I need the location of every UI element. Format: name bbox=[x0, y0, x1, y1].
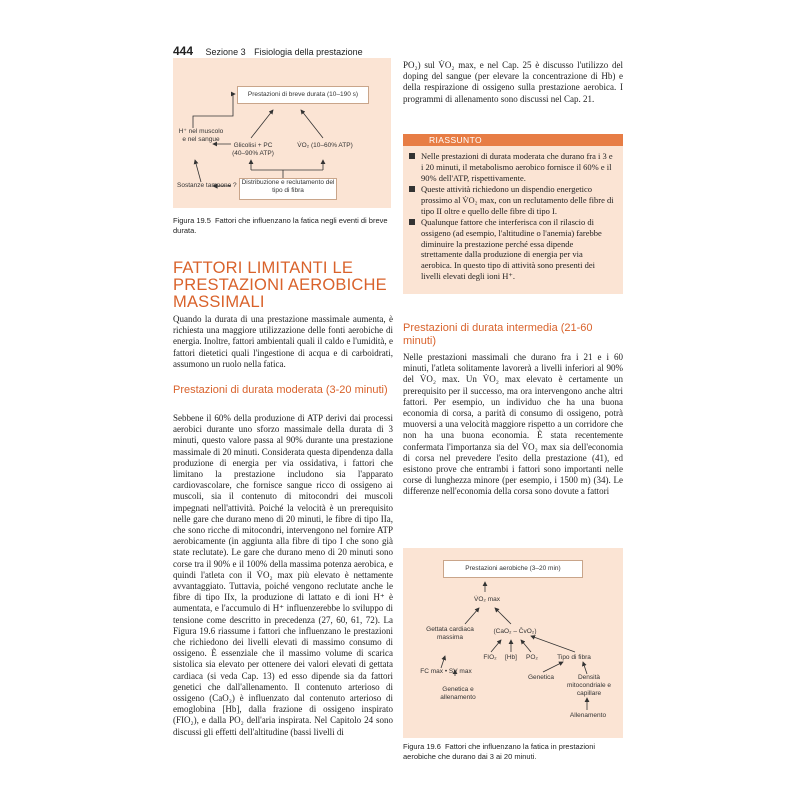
riassunto-item: Queste attività richiedono un dispendio energetico prossimo al V̇O₂ max, con un reclutamento delle fibre di tipo II oltre e quello delle fibre di tipo I. bbox=[409, 184, 615, 216]
fig1-glicolisi: Glicolisi + PC (40–90% ATP) bbox=[232, 142, 274, 157]
fig2-genetica2: Genetica e allenamento bbox=[440, 686, 476, 701]
fig2-cao2: (CaO₂ – C̄vO₂) bbox=[493, 628, 537, 635]
section-title: Fisiologia della prestazione bbox=[254, 47, 363, 57]
section-label: Sezione 3 bbox=[205, 47, 246, 57]
fig2-densita: Densità mitocondriale e capillare bbox=[566, 674, 612, 697]
riassunto-item: Qualunque fattore che interferisca con il rilascio di ossigeno (ad esempio, l'altitudine o l'anemia) farebbe diminuire la prestazione perché essa dipende strettamente dalla produzione di energia per via aerobica. In questo tipo di attività sono presenti dei livelli elevati degli ioni H⁺. bbox=[409, 217, 615, 282]
fig2-vo2max: V̇O₂ max bbox=[474, 596, 500, 603]
fig1-distribuzione-box: Distribuzione e reclutamento del tipo di fibra bbox=[239, 178, 337, 200]
fig2-tipo-fibra: Tipo di fibra bbox=[557, 654, 591, 661]
riassunto-title: RIASSUNTO bbox=[429, 135, 483, 145]
riassunto-title-bar bbox=[403, 134, 623, 146]
figure-19-6-caption bbox=[403, 742, 625, 762]
bullet-square-icon bbox=[409, 219, 415, 225]
fig1-top-box: Prestazioni di breve durata (10–190 s) bbox=[237, 86, 369, 104]
caption-text: Fattori che influenzano la fatica in prestazioni aerobiche che durano dai 3 ai 20 minuti. bbox=[403, 742, 596, 761]
caption-number: Figura 19.5 bbox=[173, 216, 211, 225]
fig1-tampone: Sostanze tampone ? bbox=[177, 182, 237, 189]
fig1-vo2: V̇O₂ (10–60% ATP) bbox=[297, 142, 353, 149]
fig2-top-box: Prestazioni aerobiche (3–20 min) bbox=[443, 560, 583, 578]
caption-number: Figura 19.6 bbox=[403, 742, 441, 751]
figure-19-6 bbox=[403, 548, 623, 738]
fig2-hb: [Hb] bbox=[505, 654, 517, 661]
bullet-square-icon bbox=[409, 153, 415, 159]
heading-moderate: Prestazioni di durata moderata (3-20 minuti) bbox=[173, 384, 388, 396]
intermediate-paragraph: Nelle prestazioni massimali che durano fra i 21 e i 60 minuti, l'atleta solitamente lavorerà a livelli inferiori al 90% del V̇O₂ max. Un V̇O₂ max elevato è certamente un prerequisito per il successo, ma ora intervengono anche altri fattori. Per esempio, un individuo che ha una buona economia di corsa, a parità di consumo di ossigeno, potrà muoversi a una velocità maggiore rispetto a un corridore che non ha una buona economia. È stata recentemente confermata l'importanza sia del V̇O₂ max sia dell'economia di corsa nel prevedere l'esito della prestazione (41), ed esistono prove che entrambi i fattori sono importanti nelle corse di lunghezza minore (per esempio, i 1500 m) (34). Le differenze nell'economia della corsa sono dovute a fattori bbox=[403, 352, 623, 497]
figure-19-5-caption bbox=[173, 216, 395, 236]
caption-text: Fattori che influenzano la fatica negli eventi di breve durata. bbox=[173, 216, 388, 235]
main-heading: FATTORI LIMITANTI LE PRESTAZIONI AEROBICHE MASSIMALI bbox=[173, 259, 387, 311]
fig2-fc: FC max • SV max bbox=[420, 668, 472, 675]
riassunto-item: Nelle prestazioni di durata moderata che durano fra i 3 e i 20 minuti, il metabolismo aerobico fornisce il 60% e il 90% dell'ATP, rispettivamente. bbox=[409, 151, 615, 183]
moderate-paragraph: Sebbene il 60% della produzione di ATP derivi dai processi aerobici durante uno sforzo massimale della durata di 3 minuti, questo valore passa al 90% durante una prestazione massimale di 20 minuti. Considerata questa dipendenza dalla produzione di energia per via ossidativa, i fattori che limitano la prestazione includono sia l'apparato cardiovascolare, che fornisce sangue ricco di ossigeno ai muscoli, sia il contenuto di mitocondri dei muscoli impegnati nell'attività. Poiché la velocità è un prerequisito nelle gare che durano meno di 20 minuti, le fibre di tipo IIa, che sono ricche di mitocondri, intervengono nel fornire ATP aerobicamente (in aggiunta alla fibre di tipo I che sono già state reclutate). Le gare che durano meno di 20 minuti sono corse tra il 90% e il 100% della massima potenza aerobica, e quindi l'atleta con il V̇O₂ max più elevato è nettamente avvantaggiato. Tuttavia, poiché vengono reclutate anche le fibre di tipo IIx, la produzione di lattato e di ioni H⁺ è aumentata, e l'accumulo di H⁺ influenzerebbe lo sviluppo di tensione come descritto in precedenza (27, 60, 61, 72). La Figura 19.6 riassume i fattori che influenzano le prestazioni che richiedono dei livelli elevati di massimo consumo di ossigeno. È essenziale che il massimo volume di scarica sistolica sia elevato per ottenere dei valori elevati di gettata cardiaca (si veda Cap. 13) ed esso dipende sia da fattori genetici che dall'allenamento. Il contenuto arterioso di ossigeno (CaO₂) è influenzato dal contenuto arterioso di emoglobina [Hb], dalla frazione di ossigeno inspirato (FIO₂), e dalla PO₂ dell'aria inspirata. Nel Capitolo 24 sono discussi gli effetti dell'altitudine (bassi livelli di bbox=[173, 413, 393, 737]
intro-paragraph: Quando la durata di una prestazione massimale aumenta, è richiesta una maggiore utilizzazione delle fonti aerobiche di energia. Inoltre, fattori ambientali quali il caldo e l'umidità, e fattori dietetici quali l'ingestione di acqua e di carboidrati, assumono un ruolo nella fatica. bbox=[173, 314, 393, 369]
page-number: 444 bbox=[173, 44, 194, 58]
figure-19-5 bbox=[173, 58, 391, 208]
bullet-square-icon bbox=[409, 186, 415, 192]
fig2-fio2: FIO₂ bbox=[483, 654, 497, 661]
fig1-h-label: H⁺ nel muscolo e nel sangue bbox=[178, 128, 224, 143]
fig2-po2: PO₂ bbox=[526, 654, 538, 661]
riassunto-box bbox=[403, 134, 623, 294]
fig2-genetica1: Genetica bbox=[527, 674, 555, 681]
running-header bbox=[173, 44, 363, 58]
col2-top-paragraph: PO₂) sul V̇O₂ max, e nel Cap. 25 è discusso l'utilizzo del doping del sangue (per elevare la concentrazione di Hb) e della respirazione di ossigeno sulla prestazione aerobica. I programmi di allenamento sono discussi nel Cap. 21. bbox=[403, 60, 623, 104]
fig2-allenamento: Allenamento bbox=[569, 712, 607, 719]
heading-intermediate: Prestazioni di durata intermedia (21-60 minuti) bbox=[403, 322, 593, 347]
fig2-gettata: Gettata cardiaca massima bbox=[426, 626, 474, 641]
